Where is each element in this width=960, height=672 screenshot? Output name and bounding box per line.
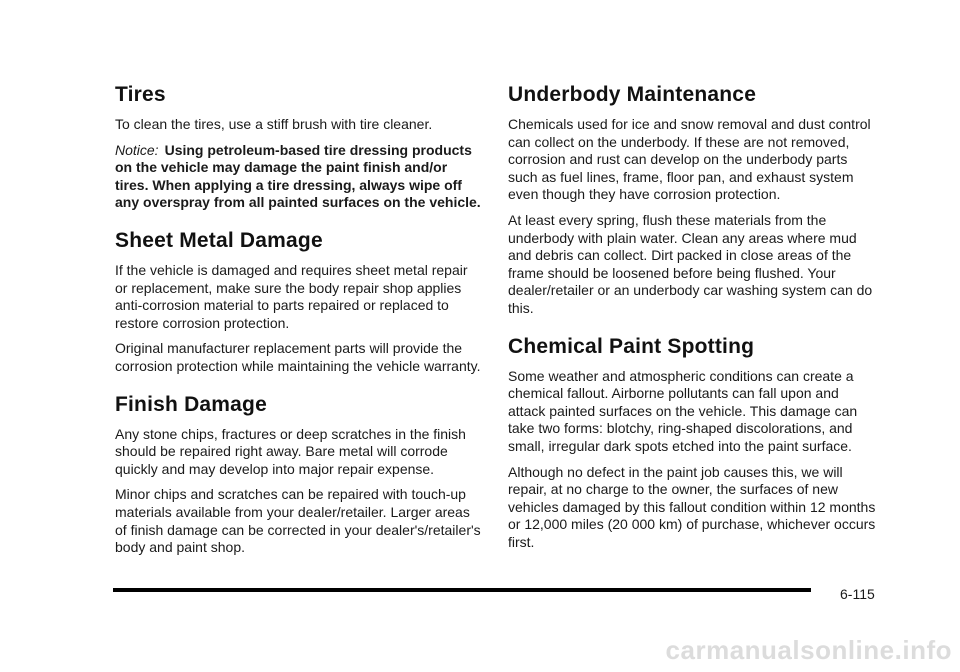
tires-notice: [115, 142, 481, 212]
notice-label: Notice:: [115, 141, 159, 158]
chemical-paragraph-2: Although no defect in the paint job causes this, we will repair, at no charge to the owner, the surfaces of new vehicles damaged by this fallout condition within 12 months or 12,000 miles (20 000 km) of purchase, whichever occurs first.: [508, 463, 876, 550]
chemical-paragraph-1: Some weather and atmospheric conditions can create a chemical fallout. Airborne pollutants can fall upon and attack painted surfaces on the vehicle. This damage can take two forms: blotchy, ring-shaped discolorations, and small, irregular dark spots etched into the paint surface.: [508, 367, 858, 454]
underbody-paragraph-2: At least every spring, flush these materials from the underbody with plain water. Clean any areas where mud and debris can collect. Dirt packed in close areas of the frame should be loosened before being flushed. Your dealer/retailer or an underbody car washing system can do this.: [508, 211, 873, 316]
heading-underbody-maintenance: Underbody Maintenance: [508, 83, 757, 106]
notice-text: Using petroleum-based tire dressing products on the vehicle may damage the paint finish and/or tires. When applying a tire dressing, always wipe off any overspray from all painted surfaces on the vehicle.: [115, 141, 481, 211]
underbody-paragraph-1: Chemicals used for ice and snow removal and dust control can collect on the underbody. If these are not removed, corrosion and rust can develop on the underbody parts such as fuel lines, frame, floor pan, and exhaust system even though they have corrosion protection.: [508, 116, 871, 203]
tires-paragraph: To clean the tires, use a stiff brush with tire cleaner.: [115, 116, 433, 132]
page-number: 6-115: [840, 586, 875, 602]
finish-paragraph-1: Any stone chips, fractures or deep scratches in the finish should be repaired right away. Bare metal will corrode quickly and may develop into major repair expense.: [115, 425, 466, 477]
section-tires: [115, 82, 481, 212]
section-underbody-maintenance: [508, 82, 876, 318]
sheet-metal-paragraph-1: If the vehicle is damaged and requires sheet metal repair or replacement, make sure the body repair shop applies anti-corrosion material to parts repaired or replaced to restore corrosion protection.: [115, 261, 468, 331]
heading-sheet-metal-damage: Sheet Metal Damage: [115, 228, 323, 252]
heading-tires: Tires: [115, 83, 166, 106]
heading-chemical-paint-spotting: Chemical Paint Spotting: [508, 334, 755, 358]
right-column: [508, 82, 876, 567]
left-column: [115, 82, 481, 573]
footer-rule: [113, 588, 811, 592]
finish-paragraph-2: Minor chips and scratches can be repaired with touch-up materials available from your dealer/retailer. Larger areas of finish damage can be corrected in your dealer's/retailer's body and paint shop.: [115, 486, 481, 556]
watermark: carmanualsonline.info: [665, 635, 952, 665]
heading-finish-damage: Finish Damage: [115, 392, 267, 416]
section-sheet-metal-damage: [115, 228, 481, 376]
section-finish-damage: [115, 392, 481, 557]
section-chemical-paint-spotting: [508, 334, 876, 552]
sheet-metal-paragraph-2: Original manufacturer replacement parts will provide the corrosion protection while maintaining the vehicle warranty.: [115, 340, 481, 374]
